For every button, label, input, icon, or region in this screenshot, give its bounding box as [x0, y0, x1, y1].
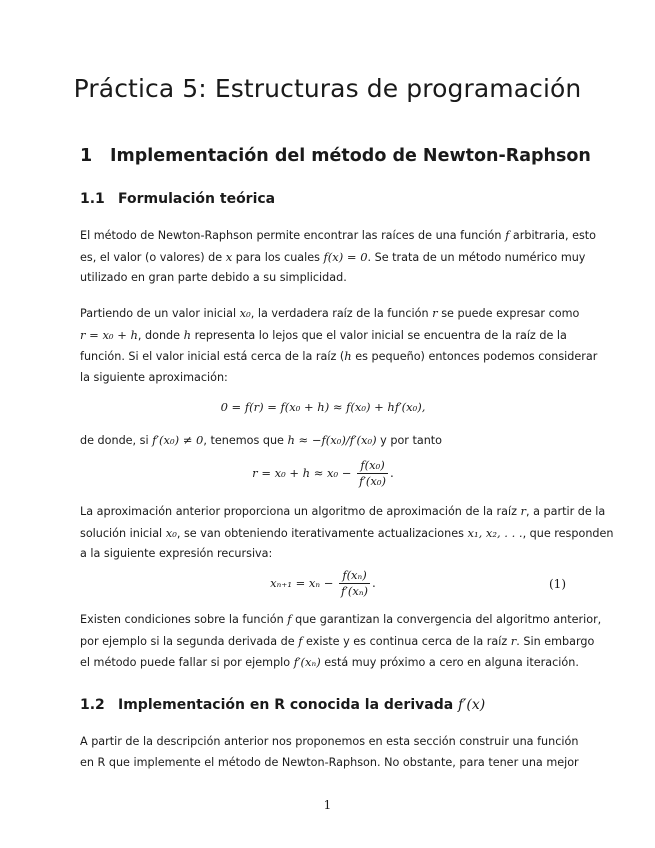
text-line: El método de Newton-Raphson permite encontrar las raíces de una función f arbitraria, esto	[80, 228, 597, 242]
paragraph-intro	[80, 225, 597, 289]
text-line: la siguiente aproximación:	[80, 370, 228, 384]
section-heading-1	[80, 146, 591, 166]
text-line: función. Si el valor inicial está cerca de la raíz (h es pequeño) entonces podemos considerar	[80, 349, 598, 363]
subsection-math: f′(x)	[458, 697, 486, 713]
page-number: 1	[323, 798, 332, 812]
paragraph-algorithm	[80, 501, 614, 565]
text-line: r = x₀ + h, donde h representa lo lejos que el valor inicial se encuentra de la raíz de la	[80, 327, 567, 342]
text-line: de donde, si f′(x₀) ≠ 0, tenemos que h ≈ −f(x₀)/f′(x₀) y por tanto	[80, 433, 443, 447]
text-line: en R que implemente el método de Newton-Raphson. No obstante, para tener una mejor	[80, 755, 579, 769]
section-number: 1	[80, 146, 93, 166]
text-line: solución inicial x₀, se van obteniendo iterativamente actualizaciones x₁, x₂, . . ., que responden	[80, 525, 614, 540]
paragraph-convergence	[80, 609, 602, 674]
text-line: La aproximación anterior proporciona un algoritmo de aproximación de la raíz r, a partir de la	[80, 504, 606, 518]
text-line: A partir de la descripción anterior nos proponemos en esta sección construir una función	[80, 735, 579, 748]
equation-taylor: 0 = f(r) = f(x₀ + h) ≈ f(x₀) + hf′(x₀),	[220, 400, 426, 414]
text-line: Existen condiciones sobre la función f que garantizan la convergencia del algoritmo anterior,	[80, 612, 602, 626]
subsection-number: 1.2	[80, 697, 105, 713]
paragraph-implementation	[80, 732, 579, 773]
text-line: es, el valor (o valores) de x para los cuales f(x) = 0. Se trata de un método numérico muy	[80, 249, 586, 264]
equation-number: (1)	[549, 577, 566, 591]
subsection-title: Formulación teórica	[118, 191, 276, 207]
text-line: el método puede fallar si por ejemplo f′(xₙ) está muy próximo a cero en alguna iteración.	[80, 655, 579, 669]
paragraph-h-estimate	[80, 430, 566, 452]
subsection-title: Implementación en R conocida la derivada	[118, 697, 459, 713]
subsection-heading-1-1	[80, 191, 275, 207]
fraction: $\frac{\text{f(xₙ)}}{\text{f′(xₙ)}}$	[341, 568, 369, 598]
paragraph-derivation	[80, 303, 598, 388]
fraction: $\frac{\text{f(x₀)}}{\text{f′(x₀)}}$	[359, 458, 386, 488]
subsection-number: 1.1	[80, 191, 105, 207]
text-line: utilizado en gran parte debido a su simplicidad.	[80, 271, 347, 284]
text-line: a la siguiente expresión recursiva:	[80, 547, 273, 560]
section-title: Implementación del método de Newton-Raphson	[110, 146, 591, 166]
equation-recursion: xₙ₊₁ = xₙ − $\frac{\text{f(xₙ)}}{\text{f′(xₙ)}}$ .	[270, 568, 376, 598]
text-line: por ejemplo si la segunda derivada de f existe y es continua cerca de la raíz r. Sin embargo	[80, 633, 595, 648]
equation-root-approx: r = x₀ + h ≈ x₀ − $\frac{\text{f(x₀)}}{\text{f′(x₀)}}$ .	[252, 458, 394, 488]
text-line: Partiendo de un valor inicial x₀, la verdadera raíz de la función r se puede expresar como	[80, 306, 580, 320]
subsection-heading-1-2	[80, 697, 485, 713]
document-title: Práctica 5: Estructuras de programación	[73, 74, 582, 103]
